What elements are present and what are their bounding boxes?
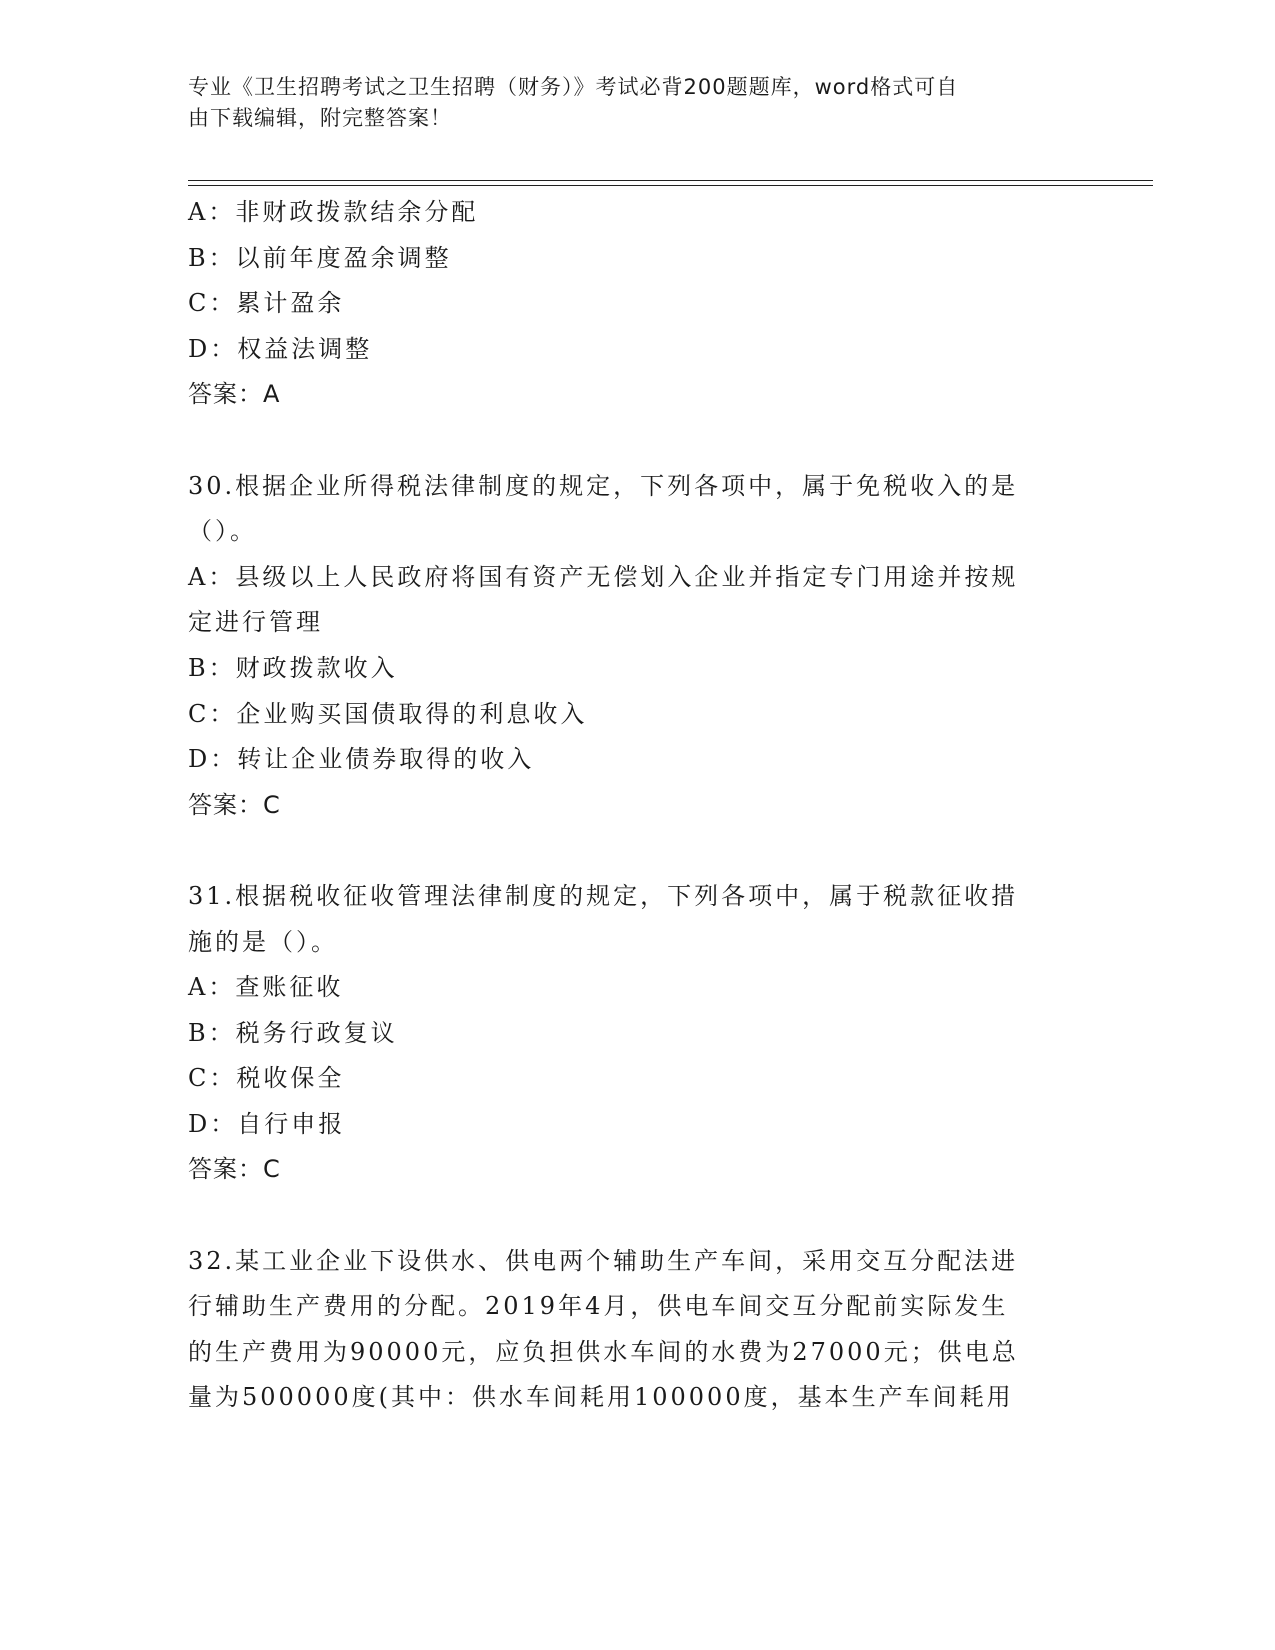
question-stem-line: （）。	[188, 517, 257, 546]
option-b: B：财政拨款收入	[188, 653, 398, 682]
answer: 答案：C	[188, 1155, 281, 1184]
question-stem-line: 32.某工业企业下设供水、供电两个辅助生产车间，采用交互分配法进	[188, 1246, 1019, 1275]
header-line-1: 专业《卫生招聘考试之卫生招聘（财务）》考试必背200题题库，word格式可自	[188, 75, 959, 99]
header-rule-thick	[188, 180, 1153, 181]
option-d: D：自行申报	[188, 1109, 346, 1138]
question-stem-line: 量为500000度(其中：供水车间耗用100000度，基本生产车间耗用	[188, 1383, 1014, 1412]
spacer	[188, 1193, 1068, 1239]
option-c: C：企业购买国债取得的利息收入	[188, 699, 588, 728]
answer: 答案：A	[188, 380, 281, 409]
question-stem-line: 施的是（）。	[188, 927, 338, 956]
question-stem-line: 的生产费用为90000元，应负担供水车间的水费为27000元；供电总	[188, 1337, 1019, 1366]
option-d: D：权益法调整	[188, 334, 373, 363]
option-a: A：非财政拨款结余分配	[188, 198, 479, 226]
answer: 答案：C	[188, 790, 281, 819]
question-stem-line: 30.根据企业所得税法律制度的规定，下列各项中，属于免税收入的是	[188, 471, 1019, 500]
option-a-continued: 定进行管理	[188, 608, 323, 637]
option-d: D：转让企业债券取得的收入	[188, 745, 535, 774]
header-line-2: 由下载编辑，附完整答案！	[188, 106, 452, 130]
option-a: A：查账征收	[188, 973, 344, 1002]
question-stem-line: 行辅助生产费用的分配。2019年4月，供电车间交互分配前实际发生	[188, 1292, 1009, 1321]
option-c: C：税收保全	[188, 1064, 345, 1093]
option-a: A：县级以上人民政府将国有资产无偿划入企业并指定专门用途并按规	[188, 562, 1019, 591]
spacer	[188, 418, 1068, 464]
question-30	[188, 464, 1068, 829]
question-31	[188, 874, 1068, 1193]
question-32	[188, 1239, 1068, 1421]
document-header	[188, 72, 1068, 134]
header-rule-thin	[188, 185, 1153, 186]
option-b: B：以前年度盈余调整	[188, 243, 452, 272]
spacer	[188, 828, 1068, 874]
question-29	[188, 190, 1068, 418]
question-body	[188, 190, 1068, 1421]
option-c: C：累计盈余	[188, 289, 345, 318]
question-stem-line: 31.根据税收征收管理法律制度的规定，下列各项中，属于税款征收措	[188, 881, 1019, 910]
option-b: B：税务行政复议	[188, 1018, 398, 1047]
